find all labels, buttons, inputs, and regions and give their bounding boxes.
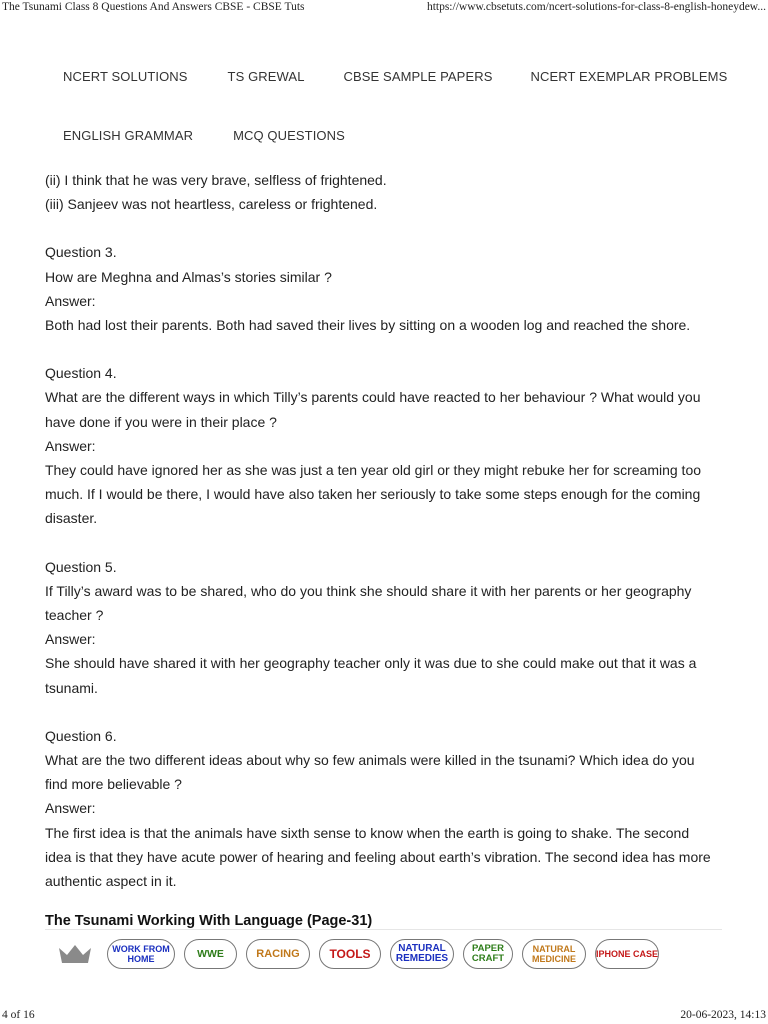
question-text: find more believable ? bbox=[45, 776, 182, 793]
print-page-url: https://www.cbsetuts.com/ncert-solutions-for-class-8-english-honeydew... bbox=[426, 1, 766, 13]
question-label: Question 3. bbox=[45, 244, 117, 261]
ad-pill-line: HOME bbox=[127, 954, 155, 964]
ad-pill-line: MEDICINE bbox=[531, 954, 576, 964]
ad-pill-work-from-home[interactable] bbox=[107, 939, 175, 969]
section-heading: The Tsunami Working With Language (Page-31) bbox=[45, 913, 373, 929]
answer-label: Answer: bbox=[45, 631, 96, 648]
ad-pill-line: CRAFT bbox=[471, 953, 505, 964]
ad-pill-line: WWE bbox=[197, 948, 224, 960]
ad-pill-line: RACING bbox=[256, 948, 300, 960]
answer-label: Answer: bbox=[45, 292, 96, 309]
answer-text: much. If I would be there, I would have also taken her seriously to take some steps enough for the coming bbox=[45, 486, 701, 503]
nav-item-ncert-solutions[interactable]: NCERT SOLUTIONS bbox=[63, 69, 188, 84]
print-header bbox=[0, 0, 768, 18]
nav-item-ts-grewal[interactable]: TS GREWAL bbox=[227, 69, 305, 84]
ad-pill-line: NATURAL bbox=[398, 943, 446, 954]
print-page-number: 4 of 16 bbox=[2, 1009, 35, 1021]
nav-menu-row-2 bbox=[63, 128, 345, 143]
nav-item-mcq-questions[interactable]: MCQ QUESTIONS bbox=[233, 128, 345, 143]
nav-item-ncert-exemplar-problems[interactable]: NCERT EXEMPLAR PROBLEMS bbox=[530, 69, 728, 84]
ad-pill-natural-remedies[interactable] bbox=[390, 939, 454, 969]
ad-pill-line: TOOLS bbox=[329, 947, 371, 961]
answer-text: tsunami. bbox=[45, 679, 98, 696]
nav-menu-row-1 bbox=[63, 69, 727, 84]
ad-pill-line: NATURAL bbox=[532, 944, 576, 954]
ad-pill-paper-craft[interactable] bbox=[463, 939, 513, 969]
answer-text: disaster. bbox=[45, 510, 98, 527]
ad-pill-line: REMEDIES bbox=[395, 953, 449, 964]
ad-pill-racing[interactable] bbox=[246, 939, 310, 969]
print-page-title: The Tsunami Class 8 Questions And Answers CBSE - CBSE Tuts bbox=[2, 1, 305, 13]
nav-item-cbse-sample-papers[interactable]: CBSE SAMPLE PAPERS bbox=[343, 69, 493, 84]
answer-text: Both had lost their parents. Both had saved their lives by sitting on a wooden log and reached the shore. bbox=[45, 317, 691, 334]
question-text: What are the two different ideas about why so few animals were killed in the tsunami? Which idea do you bbox=[45, 752, 695, 769]
question-text: What are the different ways in which Tilly’s parents could have reacted to her behaviour ? What would you bbox=[45, 389, 701, 406]
ad-pill-wwe[interactable] bbox=[184, 939, 237, 969]
print-datetime: 20-06-2023, 14:13 bbox=[680, 1009, 766, 1021]
answer-text: The first idea is that the animals have sixth sense to know when the earth is going to shake. The second bbox=[45, 824, 690, 841]
section-divider bbox=[45, 929, 722, 930]
ad-pill-line: PAPER bbox=[471, 943, 504, 954]
answer-text: authentic aspect in it. bbox=[45, 873, 177, 890]
ad-pill-iphone-case[interactable] bbox=[595, 939, 659, 969]
answer-label: Answer: bbox=[45, 800, 96, 817]
answer-text: They could have ignored her as she was just a ten year old girl or they might rebuke her for screaming too bbox=[45, 462, 702, 479]
nav-item-english-grammar[interactable]: ENGLISH GRAMMAR bbox=[63, 128, 194, 143]
answer-text: She should have shared it with her geography teacher only it was due to she could make out that it was a bbox=[45, 655, 697, 672]
answer-line: (iii) Sanjeev was not heartless, careless or frightened. bbox=[45, 196, 378, 213]
ad-keyword-bar bbox=[57, 937, 668, 971]
answer-line: (ii) I think that he was very brave, selfless of frightened. bbox=[45, 172, 387, 188]
article-content bbox=[45, 168, 730, 893]
ad-pill-line: WORK FROM bbox=[112, 944, 170, 954]
question-label: Question 4. bbox=[45, 365, 117, 382]
answer-text: idea is that they have acute power of hearing and feeling about earth’s vibration. The second idea has more bbox=[45, 848, 711, 865]
crown-icon bbox=[57, 942, 93, 966]
answer-label: Answer: bbox=[45, 437, 96, 454]
ad-pill-natural-medicine[interactable] bbox=[522, 939, 586, 969]
ad-pill-tools[interactable] bbox=[319, 939, 381, 969]
ad-pill-line: IPHONE CASE bbox=[596, 949, 659, 959]
question-text: If Tilly’s award was to be shared, who do you think she should share it with her parents or her geography bbox=[45, 582, 692, 599]
question-label: Question 5. bbox=[45, 558, 117, 575]
question-text: How are Meghna and Almas’s stories similar ? bbox=[45, 268, 332, 285]
question-text: have done if you were in their place ? bbox=[45, 413, 277, 430]
question-label: Question 6. bbox=[45, 727, 117, 744]
question-text: teacher ? bbox=[45, 607, 104, 624]
